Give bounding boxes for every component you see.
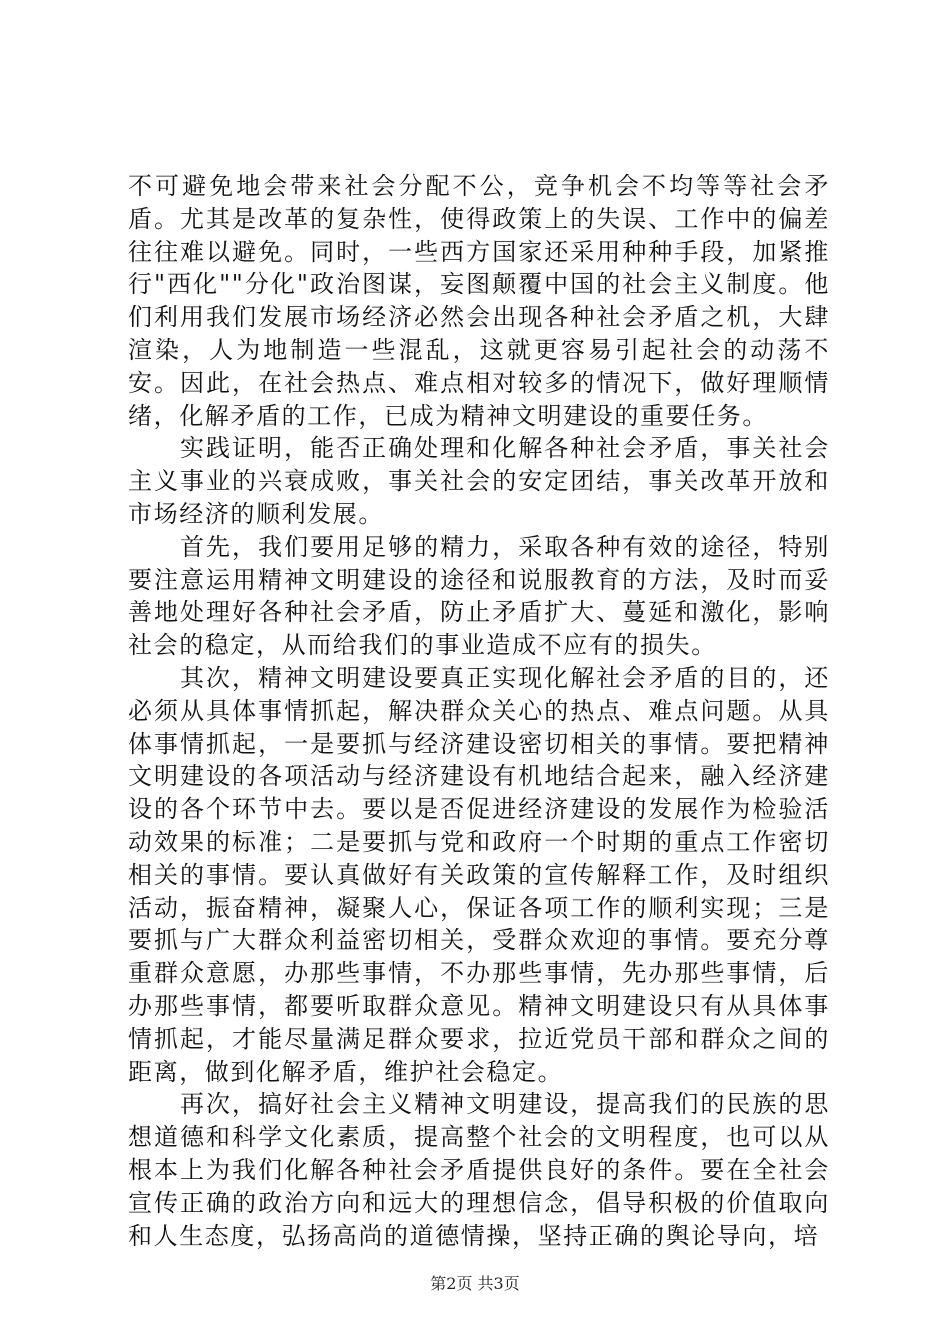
paragraph-3: 首先，我们要用足够的精力，采取各种有效的途径，特别要注意运用精神文明建设的途径和说服教育的方法，及时而妥善地处理好各种社会矛盾，防止矛盾扩大、蔓延和激化，影响社会的稳定，从而给我们的事业造成不应有的损失。 <box>128 532 830 660</box>
paragraph-4: 其次，精神文明建设要真正实现化解社会矛盾的目的，还必须从具体事情抓起，解决群众关心的热点、难点问题。从具体事情抓起，一是要抓与经济建设密切相关的事情。要把精神文明建设的各项活动与经济建设有机地结合起来，融入经济建设的各个环节中去。要以是否促进经济建设的发展作为检验活动效果的标准；二是要抓与党和政府一个时期的重点工作密切相关的事情。要认真做好有关政策的宣传解释工作，及时组织活动，振奋精神，凝聚人心，保证各项工作的顺利实现；三是要抓与广大群众利益密切相关，受群众欢迎的事情。要充分尊重群众意愿，办那些事情，不办那些事情，先办那些事情，后办那些事情，都要听取群众意见。精神文明建设只有从具体事情抓起，才能尽量满足群众要求，拉近党员干部和群众之间的距离，做到化解矛盾，维护社会稳定。 <box>128 663 830 1086</box>
page-number-footer: 第2页 共3页 <box>430 1274 520 1293</box>
paragraph-2: 实践证明，能否正确处理和化解各种社会矛盾，事关社会主义事业的兴衰成败，事关社会的安定团结，事关改革开放和市场经济的顺利发展。 <box>128 434 830 528</box>
paragraph-1: 不可避免地会带来社会分配不公，竞争机会不均等等社会矛盾。尤其是改革的复杂性，使得政策上的失误、工作中的偏差往往难以避免。同时，一些西方国家还采用种种手段，加紧推行"西化""分化"政治图谋，妄图颠覆中国的社会主义制度。他们利用我们发展市场经济必然会出现各种社会矛盾之机，大肆渲染，人为地制造一些混乱，这就更容易引起社会的动荡不安。因此，在社会热点、难点相对较多的情况下，做好理顺情绪，化解矛盾的工作，已成为精神文明建设的重要任务。 <box>128 172 830 430</box>
document-body <box>128 170 830 1252</box>
paragraph-5: 再次，搞好社会主义精神文明建设，提高我们的民族的思想道德和科学文化素质，提高整个社会的文明程度，也可以从根本上为我们化解各种社会矛盾提供良好的条件。要在全社会宣传正确的政治方向和远大的理想信念，倡导积极的价值取向和人生态度，弘扬高尚的道德情操，坚持正确的舆论导向，培 <box>128 1090 830 1250</box>
